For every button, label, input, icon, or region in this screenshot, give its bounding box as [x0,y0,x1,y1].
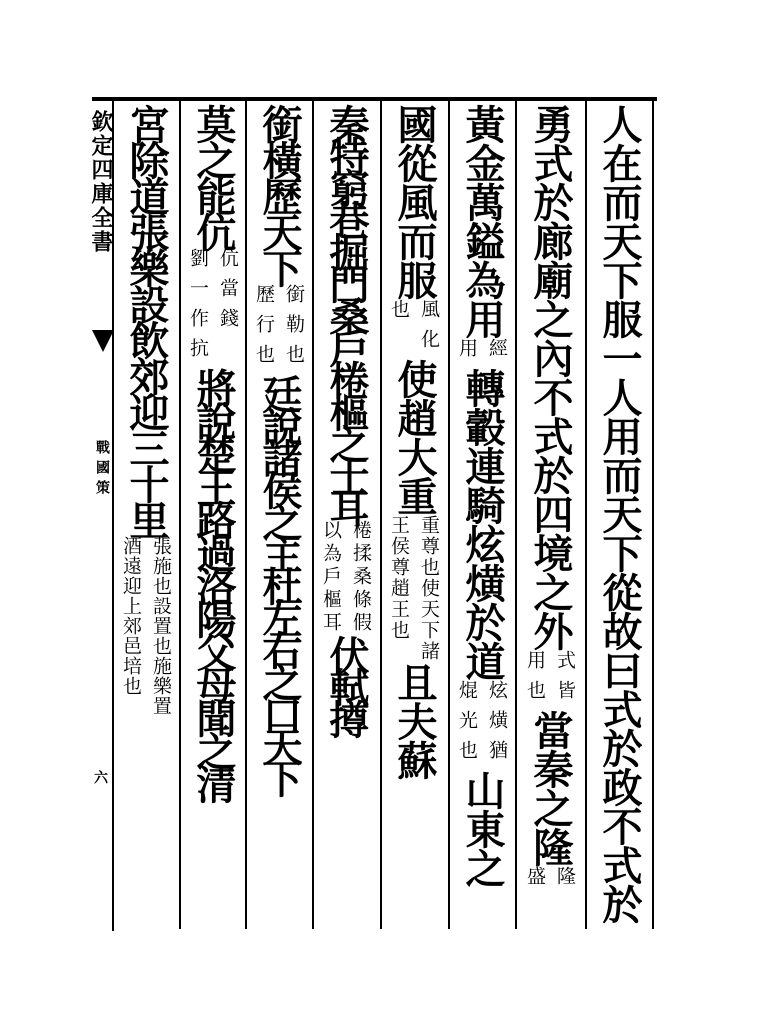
text-column-4 [381,104,447,934]
commentary-note [119,536,173,716]
commentary-line: 王侯尊趙王也 [388,515,410,641]
main-text: 黃金萬鎰為用 [459,104,506,338]
main-text: 將說楚王路過洛陽父母聞之清 [190,368,237,797]
main-text: 廷說諸侯之主杜左右之口天下 [256,374,303,790]
commentary-note [186,248,240,368]
text-column-5 [313,104,379,934]
column-divider [652,101,654,929]
top-border [92,97,657,101]
main-text: 秦特窮巷掘門桑戶棬樞之士耳 [323,104,370,520]
main-text: 山東之 [459,770,506,887]
commentary-line: 隆 [554,866,576,896]
commentary-line: 也 [388,299,410,329]
main-text: 當秦之隆 [527,710,574,866]
commentary-line: 用也 [524,650,546,710]
commentary-note [523,650,577,710]
commentary-line: 酒遠迎上郊邑培也 [120,536,142,696]
text-column-2 [517,104,583,934]
commentary-line: 風化 [418,299,440,359]
commentary-line: 張施也設置也施樂置 [150,536,172,716]
commentary-line: 經 [486,338,508,368]
main-text: 莫之能伉 [190,104,237,248]
commentary-note [252,284,306,374]
commentary-line: 焜光也 [456,680,478,770]
commentary-note [387,299,441,359]
main-text: 轉轂連騎炫熿於道 [459,368,506,680]
text-column-6 [246,104,312,934]
main-text: 勇式於廊廟之內不式於四境之外 [527,104,574,650]
main-text: 且夫蘇 [391,662,438,779]
margin-section-title: 戰國策 [94,440,110,500]
commentary-line: 用 [456,338,478,368]
commentary-note [319,520,373,635]
main-text: 伏軾撙 [323,635,370,731]
commentary-line: 棬揉桑條假 [350,520,372,635]
commentary-line: 銜勒也 [283,284,305,374]
margin-page-number: 六 [92,770,108,784]
commentary-note [455,680,509,770]
main-text: 使趙大重 [391,359,438,515]
commentary-line: 歷行也 [253,284,275,374]
main-text: 國從風而服 [391,104,438,299]
commentary-note [523,866,577,896]
margin-title: 欽定四庫全書 [88,110,114,254]
text-column-1 [586,104,652,934]
commentary-line: 劉一作抗 [187,248,209,368]
text-column-7 [180,104,246,934]
commentary-line: 式皆 [554,650,576,710]
main-text: 宮除道張樂設飲郊迎三十里 [123,104,170,536]
text-column-3 [449,104,515,934]
fish-tail-mark-icon [92,330,114,352]
commentary-line: 盛 [524,866,546,896]
text-column-8 [113,104,179,934]
commentary-line: 重尊也使天下諸 [418,515,440,662]
commentary-line: 伉當錢 [217,248,239,338]
commentary-line: 以為戶樞耳 [320,520,342,635]
main-text: 人在而天下服一人用而天下從故曰式於政不式於 [596,104,643,923]
main-text: 銜橫歷天下 [256,104,303,284]
commentary-note [387,515,441,662]
commentary-line: 炫熿猶 [486,680,508,770]
commentary-note [455,338,509,368]
